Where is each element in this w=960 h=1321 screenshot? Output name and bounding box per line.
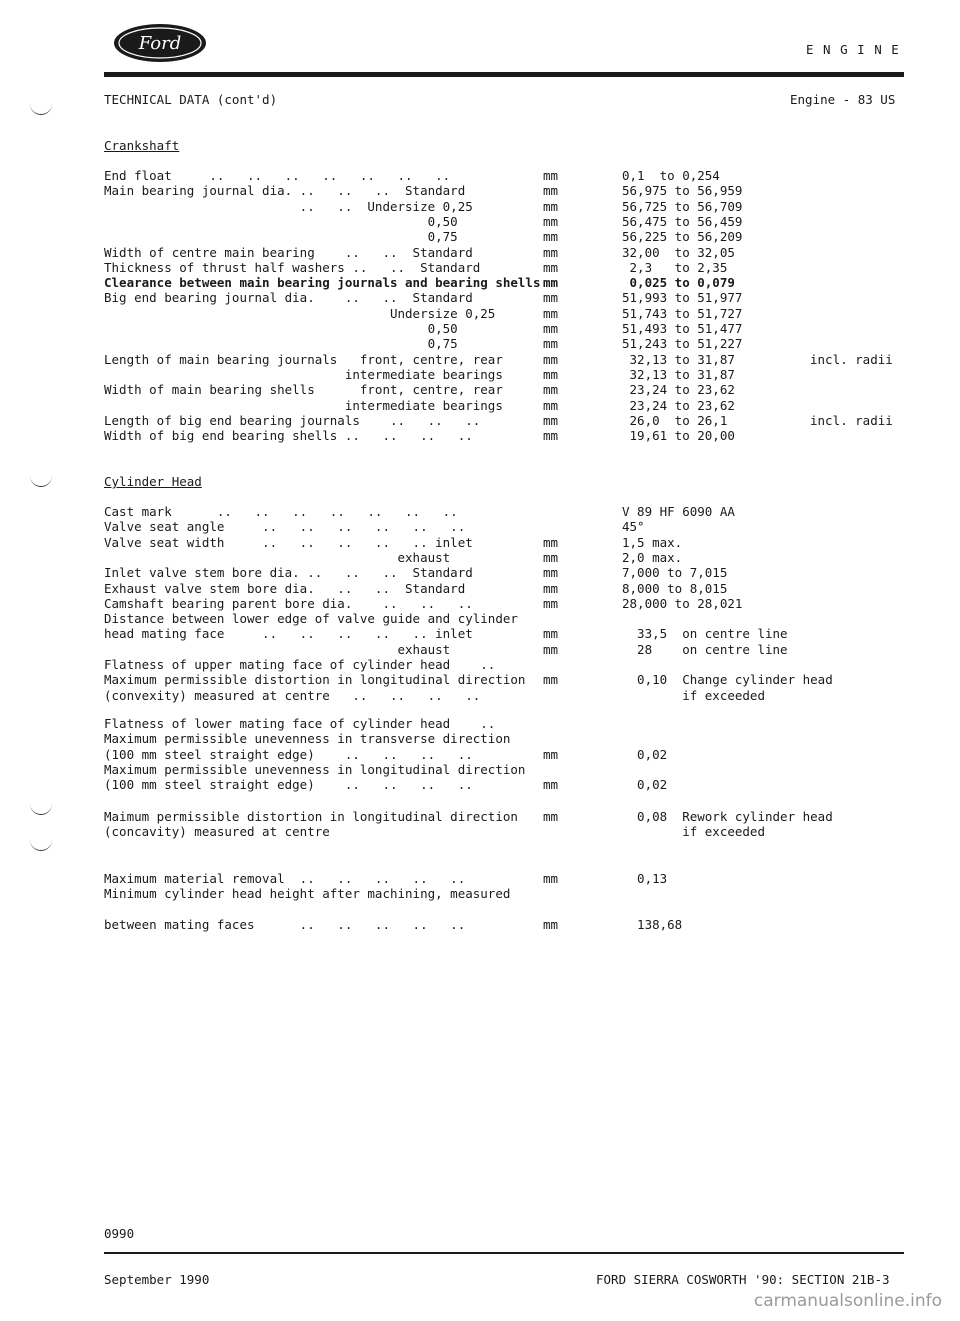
row-label: 0,75 (104, 336, 458, 352)
margin-mark (30, 840, 52, 851)
row-label: Big end bearing journal dia. .. .. Standard (104, 290, 473, 306)
row-value: 0,02 (622, 746, 668, 762)
row-label: (convexity) measured at centre .. .. .. .. (104, 687, 481, 703)
row-value: 1,5 max. (622, 534, 683, 550)
row-unit: mm (543, 534, 559, 550)
row-value: 0,025 to 0,079 (622, 275, 735, 291)
row-unit: mm (543, 428, 559, 444)
row-unit: mm (543, 168, 559, 183)
row-label: between mating faces .. .. .. .. .. (104, 917, 466, 932)
row-label: Maximum permissible unevenness in longitudinal direction (104, 761, 526, 777)
row-unit: mm (543, 229, 559, 245)
row-label: (concavity) measured at centre (104, 824, 330, 840)
row-unit: mm (543, 259, 559, 275)
engine-code: Engine - 83 US (790, 92, 896, 107)
row-label: exhaust (104, 641, 451, 657)
row-value: 32,13 to 31,87 (622, 366, 735, 382)
row-unit: mm (543, 777, 559, 793)
footer-date: September 1990 (104, 1272, 210, 1287)
row-unit: mm (543, 412, 559, 428)
row-unit: mm (543, 213, 559, 229)
section-title: E N G I N E (806, 42, 900, 57)
row-unit: mm (543, 351, 559, 367)
row-unit: mm (543, 397, 559, 413)
row-label: .. .. Undersize 0,25 (104, 198, 473, 214)
row-label: Cast mark .. .. .. .. .. .. .. (104, 504, 458, 519)
row-label: End float .. .. .. .. .. .. .. (104, 168, 451, 183)
row-value: 28 on centre line (622, 641, 788, 657)
row-label: Distance between lower edge of valve guide and cylinder (104, 611, 518, 627)
row-value: 26,0 to 26,1 (622, 412, 728, 428)
row-label: Main bearing journal dia. .. .. .. Standard (104, 183, 466, 199)
footer-code: 0990 (104, 1226, 135, 1241)
row-label: Camshaft bearing parent bore dia. .. .. .. (104, 595, 473, 611)
row-unit: mm (543, 382, 559, 398)
ford-logo (112, 22, 208, 64)
row-label: Undersize 0,25 (104, 305, 496, 321)
row-value: 56,475 to 56,459 (622, 213, 743, 229)
row-value: 51,993 to 51,977 (622, 290, 743, 306)
watermark: carmanualsonline.info (753, 1291, 942, 1311)
row-label: Width of main bearing shells front, centre, rear (104, 382, 503, 398)
row-unit: mm (543, 917, 559, 932)
row-value: 23,24 to 23,62 (622, 397, 735, 413)
row-value: V 89 HF 6090 AA (622, 504, 735, 519)
row-unit: mm (543, 290, 559, 306)
margin-mark (30, 804, 52, 815)
row-value: 32,00 to 32,05 (622, 244, 735, 260)
row-label: exhaust (104, 549, 451, 565)
margin-mark (30, 104, 52, 115)
row-label: (100 mm steel straight edge) .. .. .. .. (104, 777, 473, 793)
row-label: Valve seat width .. .. .. .. .. inlet (104, 534, 473, 550)
row-label: Minimum cylinder head height after machining, measured (104, 886, 511, 902)
header-rule (104, 72, 904, 77)
row-label: 0,50 (104, 213, 458, 229)
row-label: Length of big end bearing journals .. .. .. (104, 412, 481, 428)
row-label: Valve seat angle .. .. .. .. .. .. (104, 519, 466, 535)
row-value: 51,243 to 51,227 (622, 336, 743, 352)
row-value: 28,000 to 28,021 (622, 595, 743, 611)
row-label: Exhaust valve stem bore dia. .. .. Standard (104, 580, 466, 596)
row-label: Flatness of upper mating face of cylinder head .. (104, 657, 496, 672)
row-label: Maximum permissible unevenness in transverse direction (104, 731, 511, 747)
row-unit: mm (543, 198, 559, 214)
page-subtitle: TECHNICAL DATA (cont'd) (104, 92, 278, 107)
row-unit: mm (543, 565, 559, 581)
row-value: 32,13 to 31,87 (622, 351, 735, 367)
row-unit: mm (543, 183, 559, 199)
row-label: Maximum material removal .. .. .. .. .. (104, 871, 466, 886)
row-unit: mm (543, 626, 559, 642)
row-note: incl. radii (810, 412, 893, 428)
row-value: 7,000 to 7,015 (622, 565, 728, 581)
crankshaft-heading: Crankshaft (104, 138, 180, 153)
row-note: incl. radii (810, 351, 893, 367)
row-unit: mm (543, 275, 559, 291)
row-unit: mm (543, 305, 559, 321)
row-value: 8,000 to 8,015 (622, 580, 728, 596)
row-value: 2,3 to 2,35 (622, 259, 728, 275)
row-unit: mm (543, 871, 559, 886)
row-value: 0,1 to 0,254 (622, 168, 720, 183)
row-value: 45° (622, 519, 645, 535)
row-value: if exceeded (622, 687, 765, 703)
row-unit: mm (543, 580, 559, 596)
row-unit: mm (543, 244, 559, 260)
row-label: 0,75 (104, 229, 458, 245)
row-label: head mating face .. .. .. .. .. inlet (104, 626, 473, 642)
row-label: Inlet valve stem bore dia. .. .. .. Standard (104, 565, 473, 581)
row-value: 0,02 (622, 777, 668, 793)
row-value: 2,0 max. (622, 549, 683, 565)
row-unit: mm (543, 641, 559, 657)
row-value: 56,725 to 56,709 (622, 198, 743, 214)
row-unit: mm (543, 672, 559, 688)
row-value: 138,68 (622, 917, 683, 932)
row-unit: mm (543, 366, 559, 382)
footer-section: FORD SIERRA COSWORTH '90: SECTION 21B-3 (596, 1272, 890, 1287)
row-label: Clearance between main bearing journals and bearing shells (104, 275, 541, 291)
margin-mark (30, 476, 52, 487)
row-value: 23,24 to 23,62 (622, 382, 735, 398)
row-unit: mm (543, 595, 559, 611)
row-label: Width of big end bearing shells .. .. .. .. (104, 428, 473, 444)
row-label: intermediate bearings (104, 397, 503, 413)
footer-rule (104, 1252, 904, 1254)
row-unit: mm (543, 336, 559, 352)
row-value: 0,08 Rework cylinder head (622, 809, 833, 824)
row-label: Width of centre main bearing .. .. Standard (104, 244, 473, 260)
row-label: Maimum permissible distortion in longitudinal direction (104, 809, 518, 824)
cylinder-head-heading: Cylinder Head (104, 474, 202, 489)
row-value: 56,225 to 56,209 (622, 229, 743, 245)
row-value: 51,493 to 51,477 (622, 321, 743, 336)
row-label: Maximum permissible distortion in longitudinal direction (104, 672, 526, 688)
row-label: Flatness of lower mating face of cylinder head .. (104, 716, 496, 731)
row-value: 0,10 Change cylinder head (622, 672, 833, 688)
row-value: 51,743 to 51,727 (622, 305, 743, 321)
row-value: if exceeded (622, 824, 765, 840)
row-value: 56,975 to 56,959 (622, 183, 743, 199)
row-value: 33,5 on centre line (622, 626, 788, 642)
row-label: (100 mm steel straight edge) .. .. .. .. (104, 746, 473, 762)
svg-text:Ford: Ford (138, 33, 182, 54)
row-value: 19,61 to 20,00 (622, 428, 735, 444)
row-unit: mm (543, 746, 559, 762)
row-label: Thickness of thrust half washers .. .. Standard (104, 259, 481, 275)
row-unit: mm (543, 549, 559, 565)
row-value: 0,13 (622, 871, 668, 886)
row-label: intermediate bearings (104, 366, 503, 382)
row-label: Length of main bearing journals front, centre, rear (104, 351, 503, 367)
row-unit: mm (543, 809, 559, 824)
row-label: 0,50 (104, 321, 458, 336)
row-unit: mm (543, 321, 559, 336)
